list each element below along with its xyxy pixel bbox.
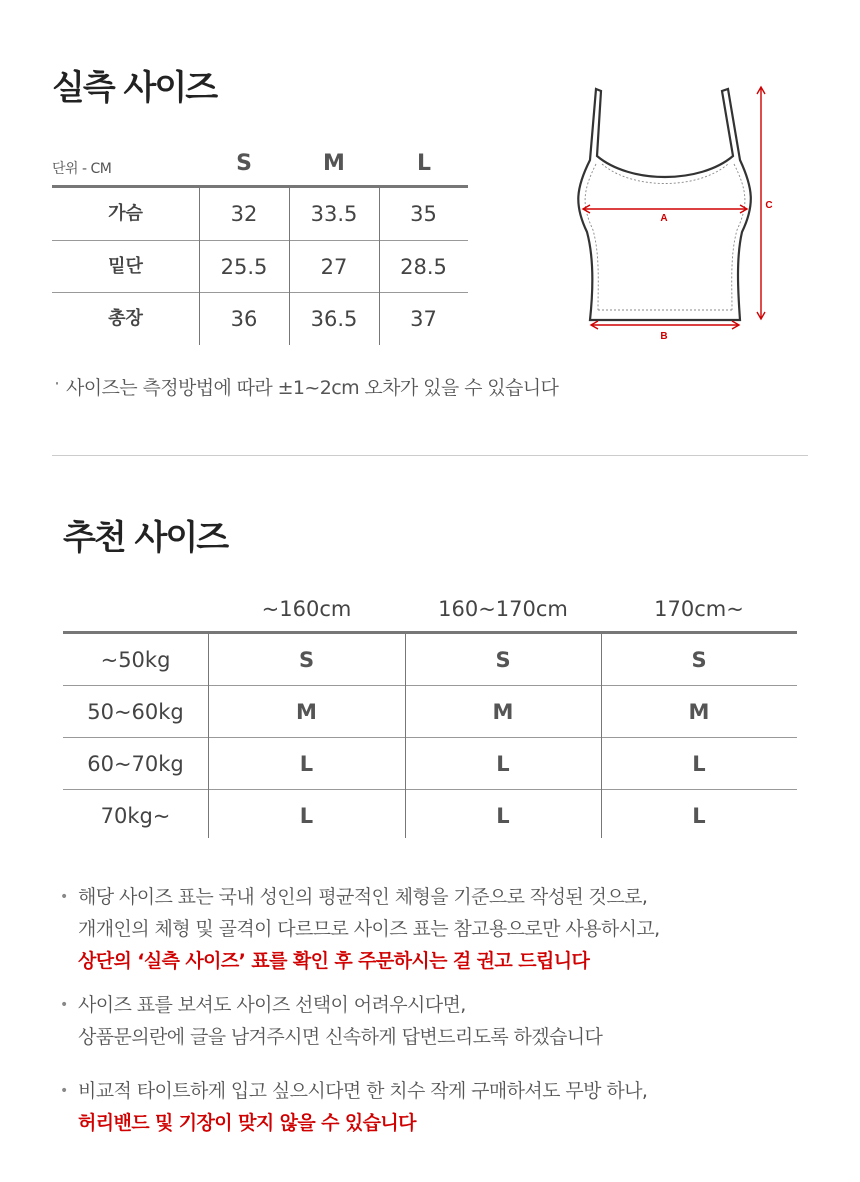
note-item bbox=[60, 1075, 648, 1139]
stitch-lines bbox=[585, 164, 745, 310]
cell-value: 35 bbox=[410, 202, 437, 226]
measurement-title: 실측 사이즈 bbox=[52, 68, 217, 108]
size-cell: S bbox=[691, 648, 707, 672]
cell-value: 36.5 bbox=[310, 307, 358, 331]
label-a: A bbox=[660, 213, 668, 224]
table-row-length bbox=[52, 293, 468, 345]
bullet-dot: • bbox=[60, 889, 68, 905]
column-divider bbox=[405, 634, 406, 838]
size-cell: L bbox=[299, 804, 314, 828]
cell-value: 25.5 bbox=[220, 255, 268, 279]
height-header: ~160cm bbox=[261, 597, 352, 621]
size-cell: L bbox=[496, 752, 510, 776]
size-cell: M bbox=[492, 700, 514, 724]
height-header: 160~170cm bbox=[438, 597, 568, 621]
size-cell: M bbox=[296, 700, 317, 724]
size-header-m: M bbox=[323, 151, 345, 176]
height-header: 170cm~ bbox=[654, 597, 744, 621]
column-divider bbox=[379, 188, 380, 345]
column-divider bbox=[289, 188, 290, 345]
row-label: 밑단 bbox=[108, 256, 143, 277]
table-row bbox=[63, 686, 797, 738]
table-row-chest bbox=[52, 188, 468, 240]
size-cell: L bbox=[496, 804, 510, 828]
weight-label: 50~60kg bbox=[87, 700, 184, 724]
column-divider bbox=[601, 634, 602, 838]
section-divider bbox=[52, 455, 808, 456]
weight-label: 60~70kg bbox=[87, 752, 184, 776]
note-line: 해당 사이즈 표는 국내 성인의 평균적인 체형을 기준으로 작성된 것으로, bbox=[78, 886, 648, 908]
garment-outline bbox=[578, 89, 751, 320]
cell-value: 36 bbox=[230, 307, 258, 331]
label-c: C bbox=[765, 200, 773, 211]
cell-value: 27 bbox=[320, 255, 348, 279]
label-b: B bbox=[660, 331, 668, 342]
bullet-dot: • bbox=[60, 1083, 68, 1099]
size-cell: L bbox=[692, 752, 706, 776]
measurement-note-text: 사이즈는 측정방법에 따라 ±1~2cm 오차가 있을 수 있습니다 bbox=[66, 377, 559, 399]
size-header-s: S bbox=[236, 151, 252, 176]
note-highlight: 허리밴드 및 기장이 맞지 않을 수 있습니다 bbox=[78, 1112, 416, 1134]
cell-value: 33.5 bbox=[310, 202, 358, 226]
weight-label: ~50kg bbox=[100, 648, 171, 672]
size-cell: S bbox=[298, 648, 315, 672]
column-divider bbox=[199, 188, 200, 345]
garment-diagram bbox=[560, 80, 790, 350]
table-row-hem bbox=[52, 241, 468, 293]
recommend-title: 추천 사이즈 bbox=[63, 518, 228, 558]
size-header-l: L bbox=[416, 151, 432, 176]
note-line: 비교적 타이트하게 입고 싶으시다면 한 치수 작게 구매하셔도 무방 하나, bbox=[78, 1080, 648, 1102]
size-cell: M bbox=[688, 700, 710, 724]
table-row bbox=[63, 634, 797, 686]
weight-label: 70kg~ bbox=[100, 804, 171, 828]
table-row bbox=[63, 790, 797, 842]
note-item bbox=[60, 989, 603, 1053]
table-row bbox=[63, 738, 797, 790]
column-divider bbox=[208, 634, 209, 838]
size-cell: L bbox=[299, 752, 314, 776]
note-highlight: 상단의 ‘실측 사이즈’ 표를 확인 후 주문하시는 걸 권고 드립니다 bbox=[78, 950, 590, 972]
cell-value: 37 bbox=[410, 307, 437, 331]
note-line: 개개인의 체형 및 골격이 다르므로 사이즈 표는 참고용으로만 사용하시고, bbox=[78, 918, 660, 940]
bullet-dot: · bbox=[54, 373, 60, 395]
size-cell: L bbox=[692, 804, 706, 828]
cell-value: 28.5 bbox=[400, 255, 447, 279]
cell-value: 32 bbox=[230, 202, 258, 226]
bullet-dot: • bbox=[60, 997, 68, 1013]
unit-label: 단위 - CM bbox=[52, 161, 112, 177]
note-line: 상품문의란에 글을 남겨주시면 신속하게 답변드리도록 하겠습니다 bbox=[78, 1026, 603, 1048]
note-item bbox=[60, 881, 660, 977]
row-label: 가슴 bbox=[108, 203, 143, 224]
row-label: 총장 bbox=[108, 308, 143, 329]
note-line: 사이즈 표를 보셔도 사이즈 선택이 어려우시다면, bbox=[78, 994, 466, 1016]
size-cell: S bbox=[495, 648, 511, 672]
measurement-note bbox=[54, 373, 559, 400]
